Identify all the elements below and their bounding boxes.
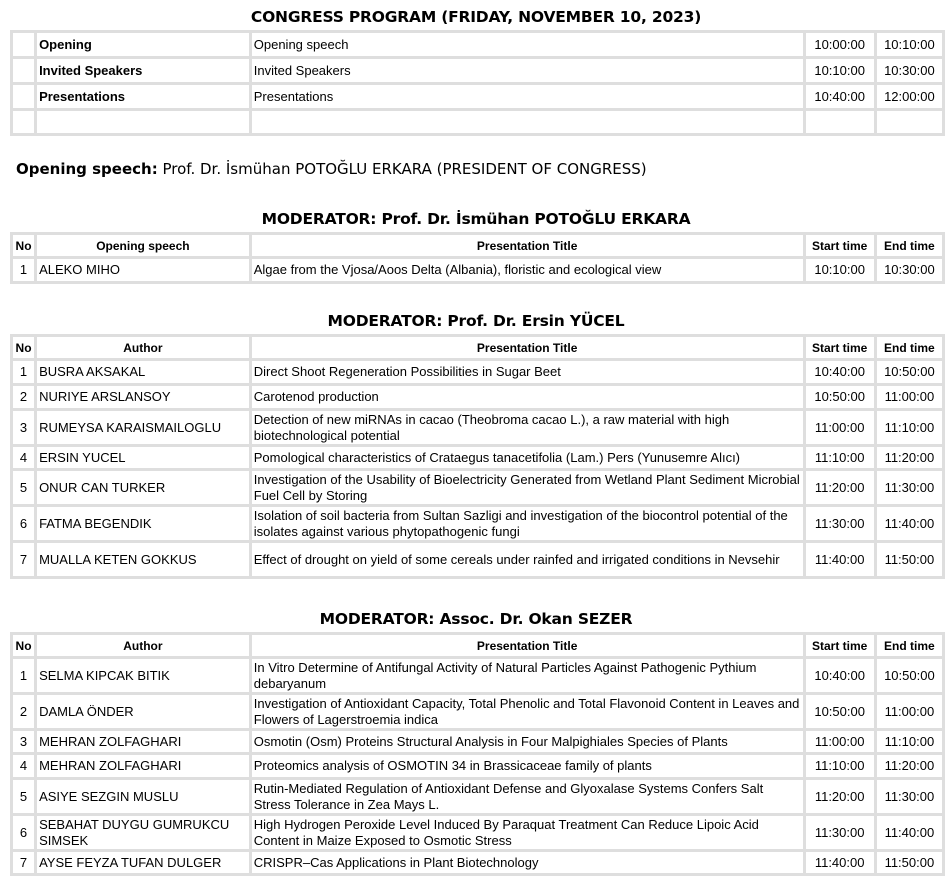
session-desc-cell: Opening speech bbox=[252, 33, 803, 56]
author-cell: MEHRAN ZOLFAGHARI bbox=[37, 755, 249, 777]
author-cell: ALEKO MIHO bbox=[37, 259, 249, 281]
col-header-end: End time bbox=[877, 635, 942, 656]
end-time-cell: 11:00:00 bbox=[877, 386, 942, 408]
session-desc-cell: Presentations bbox=[252, 85, 803, 108]
title-cell: Osmotin (Osm) Proteins Structural Analysis in Four Malpighiales Species of Plants bbox=[252, 731, 803, 752]
end-time-cell: 11:00:00 bbox=[877, 695, 942, 728]
table-row bbox=[13, 731, 942, 752]
opening-speech-text: Prof. Dr. İsmühan POTOĞLU ERKARA (PRESIDENT OF CONGRESS) bbox=[162, 160, 647, 178]
author-cell: MEHRAN ZOLFAGHARI bbox=[37, 731, 249, 752]
title-cell: Investigation of the Usability of Bioelectricity Generated from Wetland Plant Sediment Microbial Fuel Cell by Storing bbox=[252, 471, 803, 504]
row-number: 7 bbox=[13, 852, 34, 873]
end-time-cell: 10:10:00 bbox=[877, 33, 942, 56]
program-title: CONGRESS PROGRAM (FRIDAY, NOVEMBER 10, 2023) bbox=[250, 8, 702, 26]
author-cell: ONUR CAN TURKER bbox=[37, 471, 249, 504]
end-time-cell: 11:50:00 bbox=[877, 852, 942, 873]
col-header-no: No bbox=[13, 235, 34, 256]
row-number: 3 bbox=[13, 731, 34, 752]
start-time-cell: 11:10:00 bbox=[806, 755, 874, 777]
start-time-cell: 10:40:00 bbox=[806, 85, 874, 108]
col-header-title: Presentation Title bbox=[252, 235, 803, 256]
session-desc-cell: Invited Speakers bbox=[252, 59, 803, 82]
title-cell: Algae from the Vjosa/Aoos Delta (Albania), floristic and ecological view bbox=[252, 259, 803, 281]
start-time-cell: 11:20:00 bbox=[806, 471, 874, 504]
start-time-cell: 10:50:00 bbox=[806, 386, 874, 408]
title-cell: Rutin-Mediated Regulation of Antioxidant Defense and Glyoxalase Systems Confers Salt Stress Tolerance in Zea Mays L. bbox=[252, 780, 803, 813]
start-time-cell: 10:10:00 bbox=[806, 59, 874, 82]
session-1-moderator-title: MODERATOR: Prof. Dr. İsmühan POTOĞLU ERKARA bbox=[261, 210, 691, 228]
row-number: 2 bbox=[13, 386, 34, 408]
table-row bbox=[13, 361, 942, 383]
table-row bbox=[13, 755, 942, 777]
row-number: 3 bbox=[13, 411, 34, 444]
end-time-cell: 12:00:00 bbox=[877, 85, 942, 108]
row-number: 6 bbox=[13, 816, 34, 849]
row-number: 2 bbox=[13, 695, 34, 728]
author-cell: SELMA KIPCAK BITIK bbox=[37, 659, 249, 692]
table-row bbox=[13, 259, 942, 281]
row-number: 7 bbox=[13, 543, 34, 576]
start-time-cell: 11:30:00 bbox=[806, 816, 874, 849]
author-cell: DAMLA ÖNDER bbox=[37, 695, 249, 728]
col-header-author: Author bbox=[37, 635, 249, 656]
start-time-cell: 11:40:00 bbox=[806, 543, 874, 576]
table-row bbox=[13, 411, 942, 444]
title-cell: Detection of new miRNAs in cacao (Theobroma cacao L.), a raw material with high biotechnological potential bbox=[252, 411, 803, 444]
opening-speech-label: Opening speech: bbox=[16, 160, 158, 178]
start-time-cell: 11:00:00 bbox=[806, 411, 874, 444]
col-header-start: Start time bbox=[806, 337, 874, 358]
program-table bbox=[10, 30, 945, 136]
author-cell: RUMEYSA KARAISMAILOGLU bbox=[37, 411, 249, 444]
start-time-cell: 11:40:00 bbox=[806, 852, 874, 873]
start-time-cell: 10:10:00 bbox=[806, 259, 874, 281]
start-time-cell: 10:40:00 bbox=[806, 659, 874, 692]
end-time-cell: 10:50:00 bbox=[877, 361, 942, 383]
end-time-cell: 11:20:00 bbox=[877, 755, 942, 777]
start-time-cell: 11:00:00 bbox=[806, 731, 874, 752]
title-cell: Isolation of soil bacteria from Sultan Sazligi and investigation of the biocontrol potential of the isolates against various phytopathogenic fungi bbox=[252, 507, 803, 540]
end-time-cell: 11:10:00 bbox=[877, 411, 942, 444]
table-row bbox=[13, 695, 942, 728]
end-time-cell: 10:30:00 bbox=[877, 259, 942, 281]
start-time-cell: 10:40:00 bbox=[806, 361, 874, 383]
author-cell: ASIYE SEZGIN MUSLU bbox=[37, 780, 249, 813]
table-row bbox=[13, 659, 942, 692]
row-marker-cell bbox=[13, 33, 34, 56]
table-row bbox=[13, 447, 942, 468]
session-1-table bbox=[10, 232, 945, 284]
author-cell: BUSRA AKSAKAL bbox=[37, 361, 249, 383]
row-number: 4 bbox=[13, 755, 34, 777]
opening-speech-line bbox=[16, 160, 647, 178]
session-name-cell: Invited Speakers bbox=[37, 59, 249, 82]
end-time-cell: 10:50:00 bbox=[877, 659, 942, 692]
table-row bbox=[13, 852, 942, 873]
title-cell: In Vitro Determine of Antifungal Activity of Natural Particles Against Pathogenic Pythium debaryanum bbox=[252, 659, 803, 692]
session-name-cell: Opening bbox=[37, 33, 249, 56]
col-header-end: End time bbox=[877, 337, 942, 358]
start-time-cell: 10:00:00 bbox=[806, 33, 874, 56]
author-cell: MUALLA KETEN GOKKUS bbox=[37, 543, 249, 576]
start-time-cell: 11:30:00 bbox=[806, 507, 874, 540]
end-time-cell: 11:10:00 bbox=[877, 731, 942, 752]
end-time-cell: 11:40:00 bbox=[877, 507, 942, 540]
header-row bbox=[13, 337, 942, 358]
author-cell: NURIYE ARSLANSOY bbox=[37, 386, 249, 408]
end-time-cell: 11:30:00 bbox=[877, 471, 942, 504]
session-3-moderator-title: MODERATOR: Assoc. Dr. Okan SEZER bbox=[319, 610, 633, 628]
program-row bbox=[13, 33, 942, 56]
row-number: 5 bbox=[13, 780, 34, 813]
col-header-author: Author bbox=[37, 337, 249, 358]
header-row bbox=[13, 235, 942, 256]
row-number: 6 bbox=[13, 507, 34, 540]
title-cell: Carotenod production bbox=[252, 386, 803, 408]
title-cell: Pomological characteristics of Crataegus tanacetifolia (Lam.) Pers (Yunusemre Alıcı) bbox=[252, 447, 803, 468]
col-header-end: End time bbox=[877, 235, 942, 256]
table-row bbox=[13, 816, 942, 849]
row-number: 1 bbox=[13, 361, 34, 383]
row-number: 1 bbox=[13, 259, 34, 281]
row-marker-cell bbox=[13, 85, 34, 108]
table-row bbox=[13, 780, 942, 813]
end-time-cell: 11:30:00 bbox=[877, 780, 942, 813]
col-header-title: Presentation Title bbox=[252, 635, 803, 656]
session-2-moderator-title: MODERATOR: Prof. Dr. Ersin YÜCEL bbox=[327, 312, 625, 330]
end-time-cell: 11:20:00 bbox=[877, 447, 942, 468]
col-header-start: Start time bbox=[806, 635, 874, 656]
program-row bbox=[13, 85, 942, 108]
program-row bbox=[13, 59, 942, 82]
col-header-start: Start time bbox=[806, 235, 874, 256]
header-row bbox=[13, 635, 942, 656]
session-name-cell: Presentations bbox=[37, 85, 249, 108]
row-marker-cell bbox=[13, 59, 34, 82]
program-row-empty bbox=[13, 111, 942, 133]
author-cell: FATMA BEGENDIK bbox=[37, 507, 249, 540]
end-time-cell: 11:50:00 bbox=[877, 543, 942, 576]
row-number: 1 bbox=[13, 659, 34, 692]
col-header-no: No bbox=[13, 337, 34, 358]
start-time-cell: 11:10:00 bbox=[806, 447, 874, 468]
author-cell: AYSE FEYZA TUFAN DULGER bbox=[37, 852, 249, 873]
session-2-table bbox=[10, 334, 945, 579]
start-time-cell: 11:20:00 bbox=[806, 780, 874, 813]
author-cell: ERSIN YUCEL bbox=[37, 447, 249, 468]
table-row bbox=[13, 471, 942, 504]
title-cell: Proteomics analysis of OSMOTIN 34 in Brassicaceae family of plants bbox=[252, 755, 803, 777]
session-3-table bbox=[10, 632, 945, 876]
title-cell: High Hydrogen Peroxide Level Induced By Paraquat Treatment Can Reduce Lipoic Acid Content in Maize Exposed to Osmotic Stress bbox=[252, 816, 803, 849]
title-cell: Effect of drought on yield of some cereals under rainfed and irrigated conditions in Nevsehir bbox=[252, 543, 803, 576]
col-header-title: Presentation Title bbox=[252, 337, 803, 358]
title-cell: Direct Shoot Regeneration Possibilities in Sugar Beet bbox=[252, 361, 803, 383]
title-cell: Investigation of Antioxidant Capacity, Total Phenolic and Total Flavonoid Content in Leaves and Flowers of Lagerstroemia indica bbox=[252, 695, 803, 728]
table-row bbox=[13, 543, 942, 576]
end-time-cell: 10:30:00 bbox=[877, 59, 942, 82]
title-cell: CRISPR–Cas Applications in Plant Biotechnology bbox=[252, 852, 803, 873]
table-row bbox=[13, 386, 942, 408]
col-header-author: Opening speech bbox=[37, 235, 249, 256]
author-cell: SEBAHAT DUYGU GUMRUKCU SIMSEK bbox=[37, 816, 249, 849]
row-number: 4 bbox=[13, 447, 34, 468]
col-header-no: No bbox=[13, 635, 34, 656]
start-time-cell: 10:50:00 bbox=[806, 695, 874, 728]
end-time-cell: 11:40:00 bbox=[877, 816, 942, 849]
row-number: 5 bbox=[13, 471, 34, 504]
table-row bbox=[13, 507, 942, 540]
